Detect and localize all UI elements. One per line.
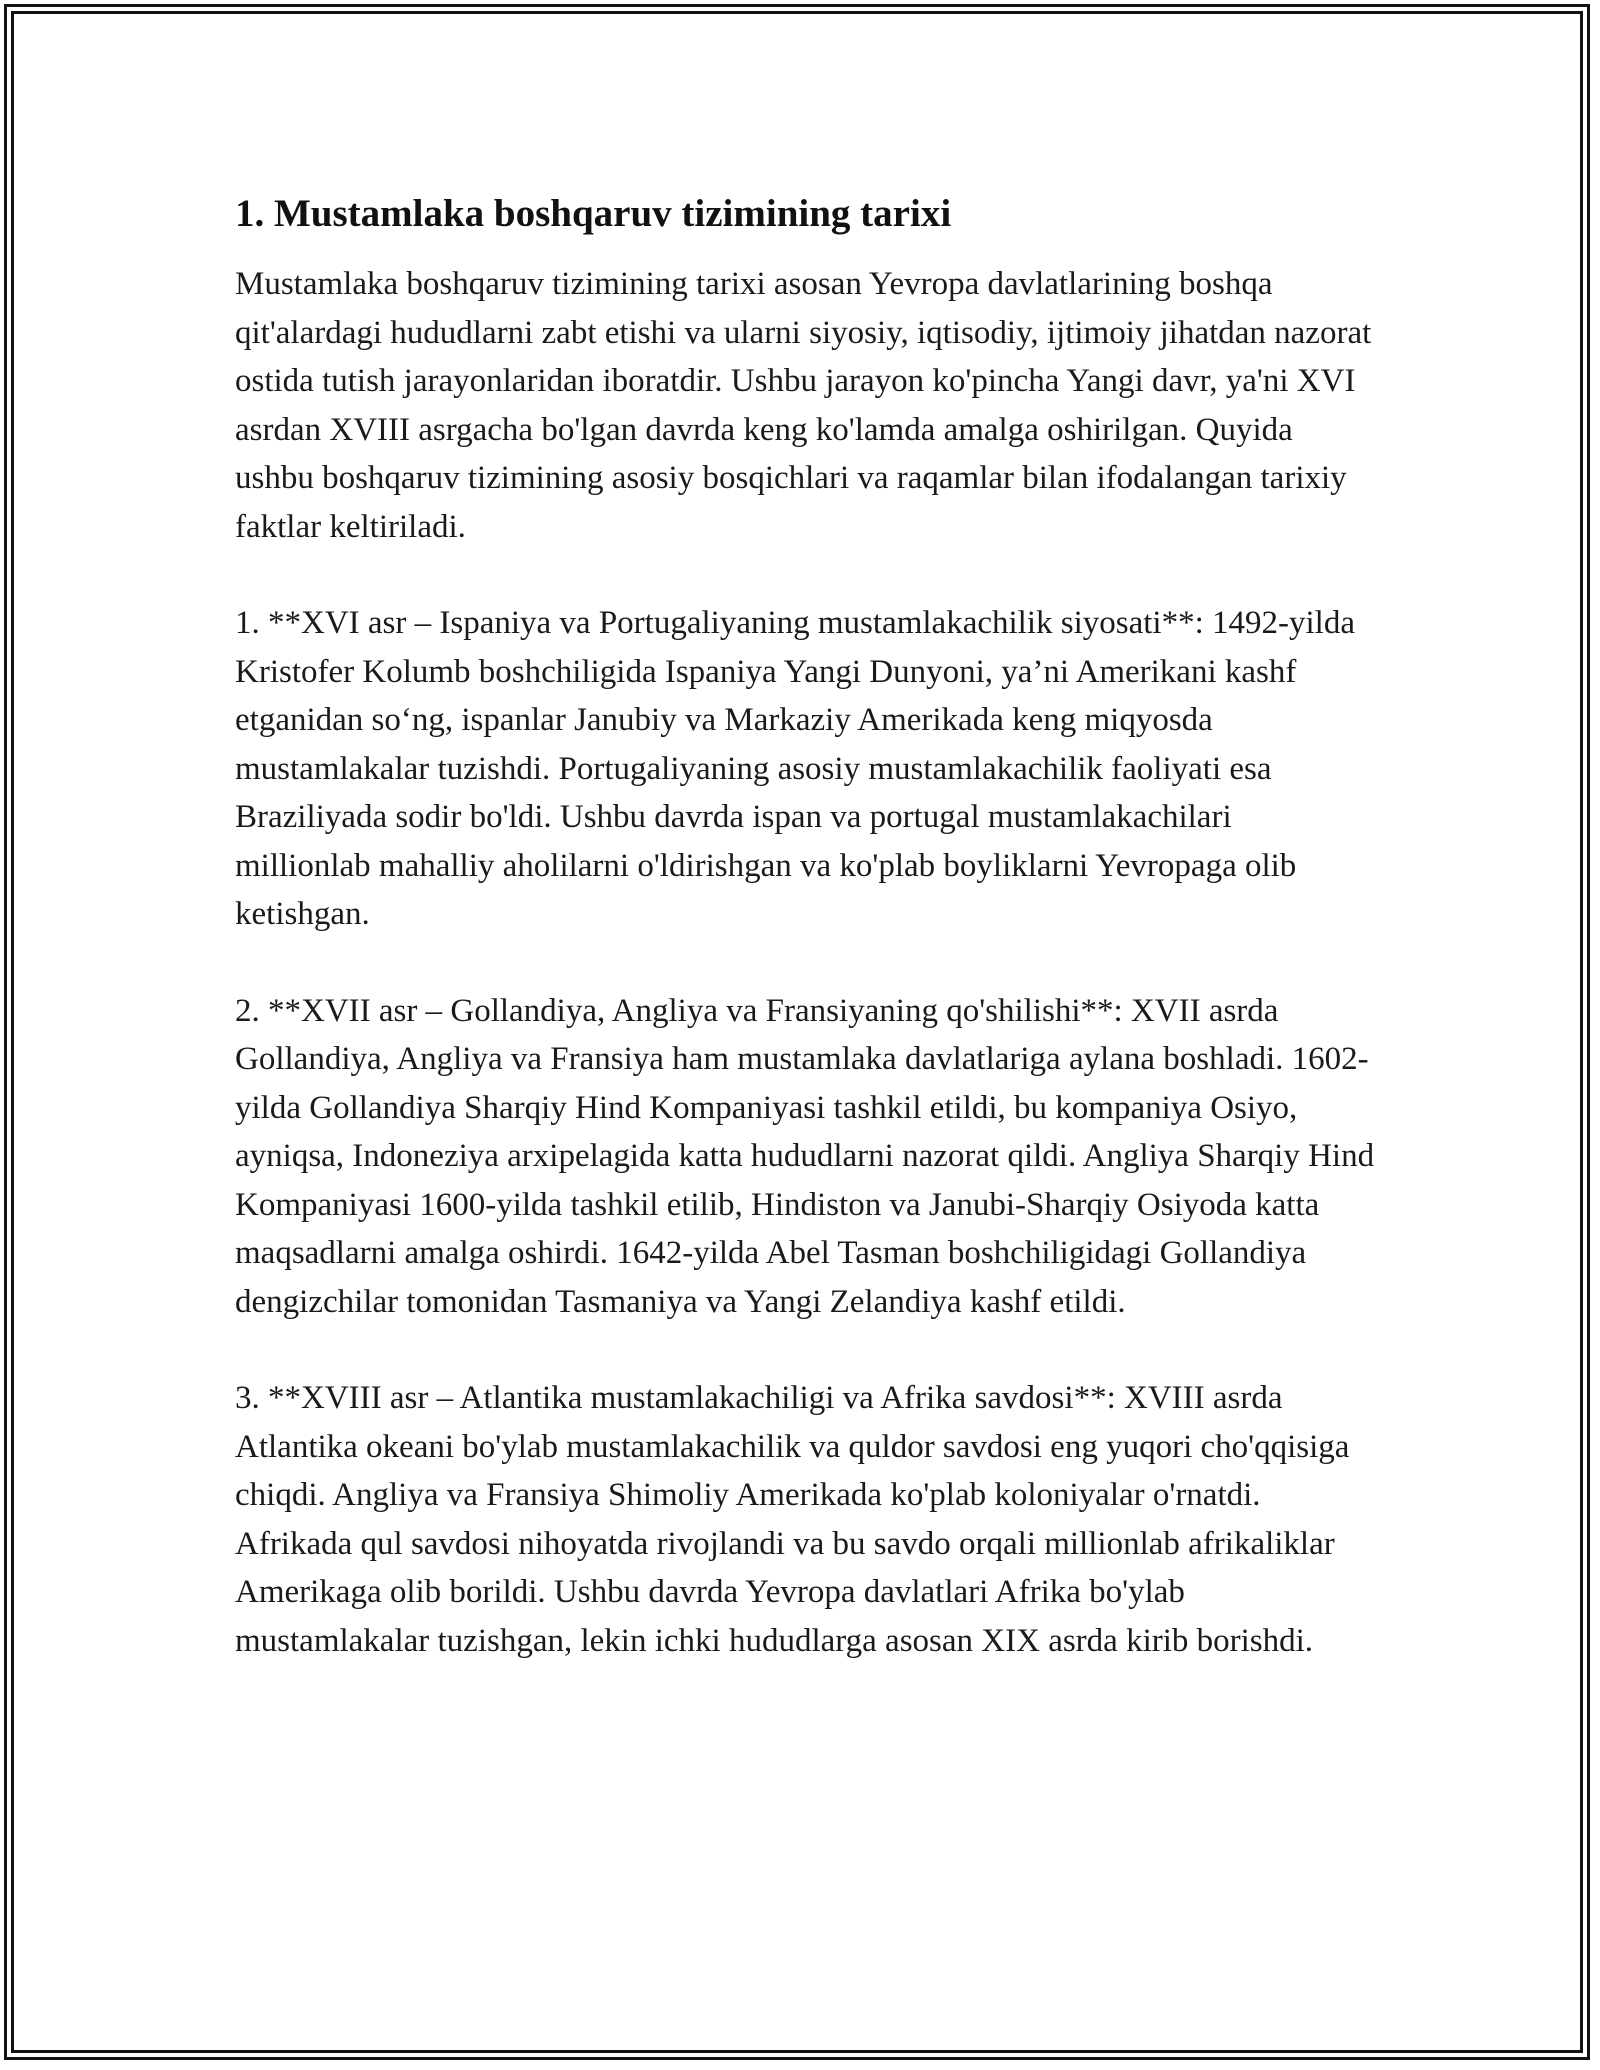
intro-paragraph: Mustamlaka boshqaruv tizimining tarixi asosan Yevropa davlatlarining boshqa qit'alardagi hududlarni zabt etishi va ularni siyosiy, iqtisodiy, ijtimoiy jihatdan nazorat ostida tutish jarayonlaridan iboratdir. Ushbu jarayon ko'pincha Yangi davr, ya'ni XVI asrdan XVIII asrgacha bo'lgan davrda keng ko'lamda amalga oshirilgan. Quyida ushbu boshqaruv tizimining asosiy bosqichlari va raqamlar bilan ifodalangan tarixiy faktlar keltiriladi. — [235, 266, 1372, 545]
paragraph-xviii-century: 3. **XVIII asr – Atlantika mustamlakachiligi va Afrika savdosi**: XVIII asrda Atlantika okeani bo'ylab mustamlakachilik va quldor savdosi eng yuqori cho'qqisiga chiqdi. Angliya va Fransiya Shimoliy Amerikada ko'plab koloniyalar o'rnatdi. Afrikada qul savdosi nihoyatda rivojlandi va bu savdo orqali millionlab afrikaliklar Amerikaga olib borildi. Ushbu davrda Yevropa davlatlari Afrika bo'ylab mustamlakalar tuzishgan, lekin ichki hududlarga asosan XIX asrda kirib borishdi. — [235, 1380, 1350, 1659]
paragraph-xvi-century: 1. **XVI asr – Ispaniya va Portugaliyaning mustamlakachilik siyosati**: 1492-yilda Kristofer Kolumb boshchiligida Ispaniya Yangi Dunyoni, ya’ni Amerikani kashf etganidan so‘ng, ispanlar Janubiy va Markaziy Amerikada keng miqyosda mustamlakalar tuzishdi. Portugaliyaning asosiy mustamlakachilik faoliyati esa Braziliyada sodir bo'ldi. Ushbu davrda ispan va portugal mustamlakachilari millionlab mahalliy aholilarni o'ldirishgan va ko'plab boyliklarni Yevropaga olib ketishgan. — [235, 605, 1355, 932]
paragraph-xvii-century: 2. **XVII asr – Gollandiya, Angliya va Fransiyaning qo'shilishi**: XVII asrda Gollandiya, Angliya va Fransiya ham mustamlaka davlatlariga aylana boshladi. 1602-yilda Gollandiya Sharqiy Hind Kompaniyasi tashkil etildi, bu kompaniya Osiyo, ayniqsa, Indoneziya arxipelagida katta hududlarni nazorat qildi. Angliya Sharqiy Hind Kompaniyasi 1600-yilda tashkil etilib, Hindiston va Janubi-Sharqiy Osiyoda katta maqsadlarni amalga oshirdi. 1642-yilda Abel Tasman boshchiligidagi Gollandiya dengizchilar tomonidan Tasmaniya va Yangi Zelandiya kashf etildi. — [235, 992, 1375, 1320]
section-heading: 1. Mustamlaka boshqaruv tizimining tarixi — [235, 192, 952, 235]
document-body — [235, 190, 1375, 1713]
